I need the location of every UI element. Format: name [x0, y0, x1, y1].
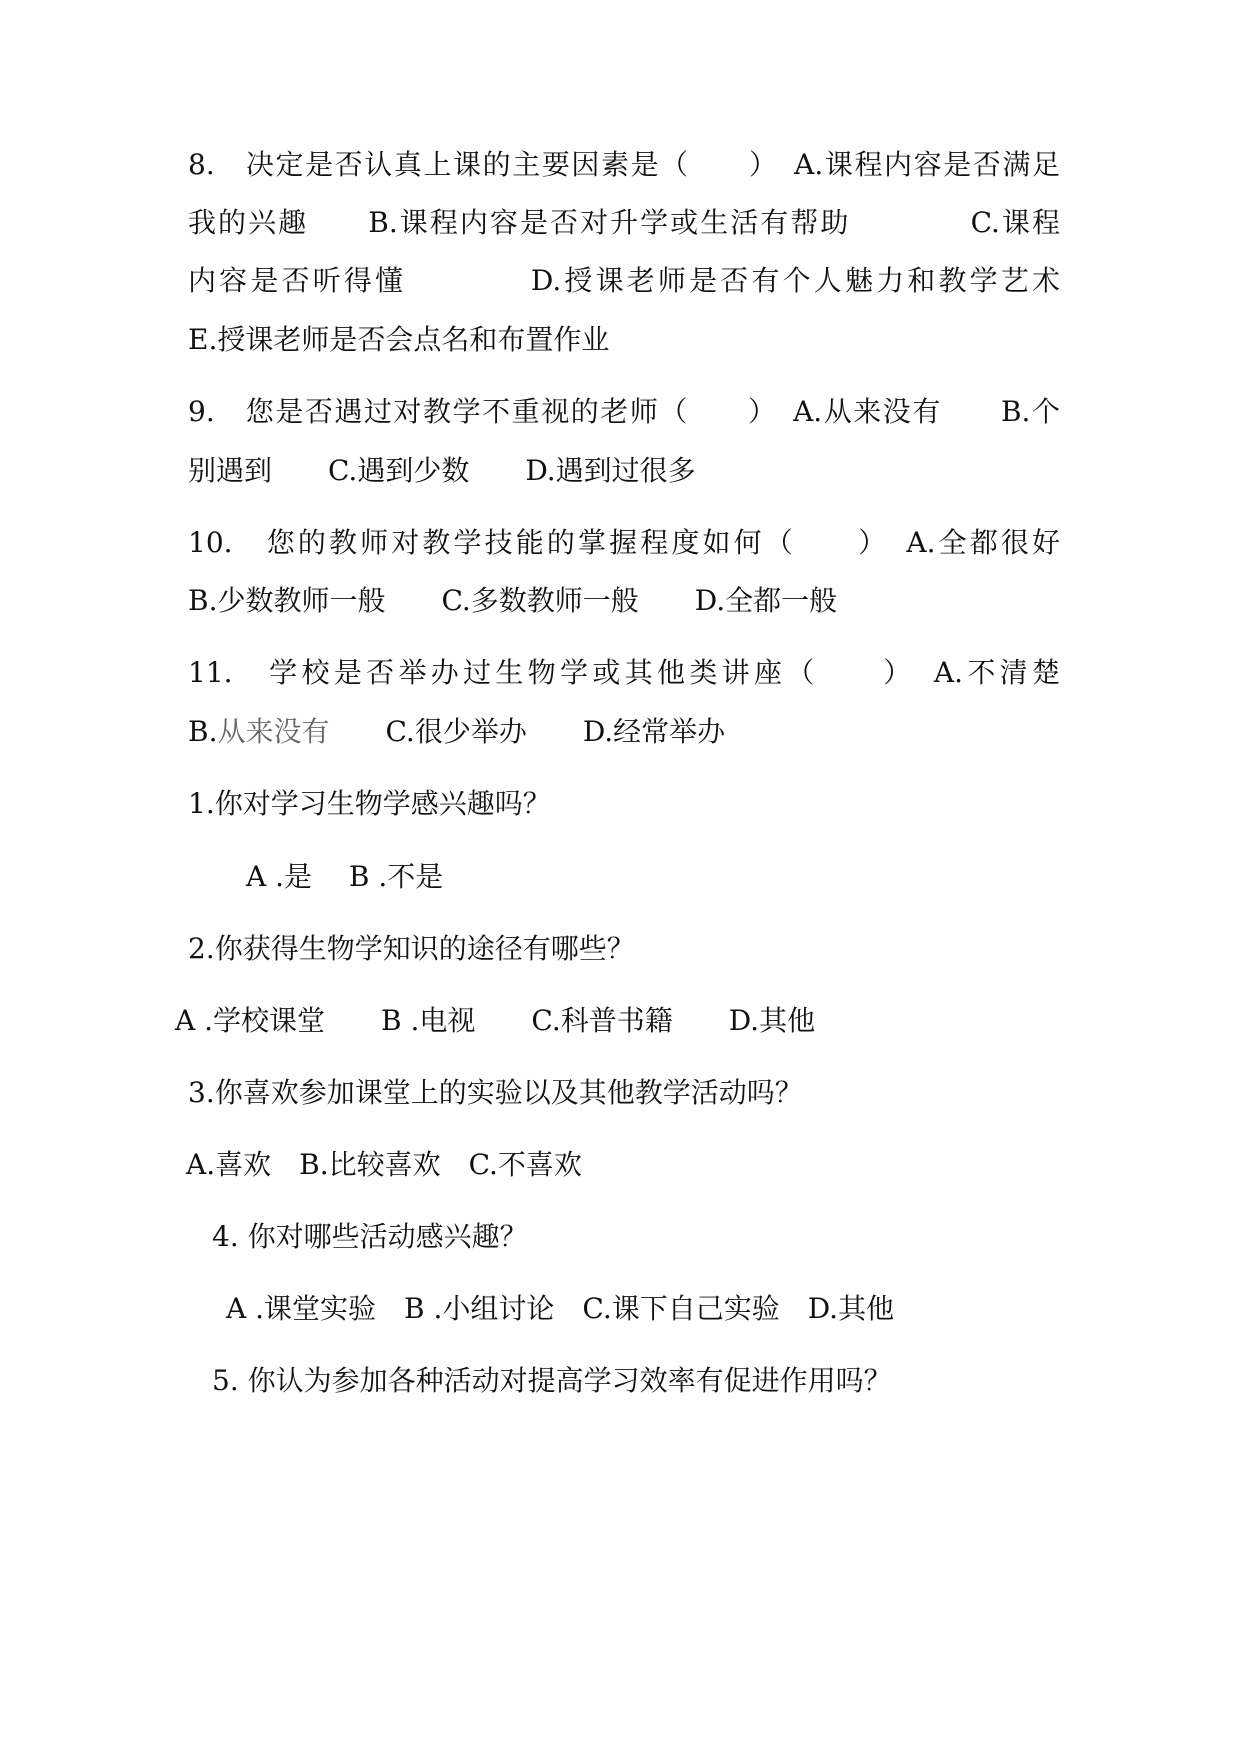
- q11-other-options: C.很少举办 D.经常举办: [329, 715, 726, 748]
- survey-q1-question: 1.你对学习生物学感兴趣吗？: [188, 787, 551, 820]
- q11-option-b-text: 从来没有: [217, 715, 330, 748]
- q8-line-4: E.授课老师是否会点名和布置作业: [188, 323, 610, 356]
- q8-line-1: 8. 决定是否认真上课的主要因素是（ ） A.课程内容是否满足: [188, 148, 1060, 181]
- q11-line-2: [188, 712, 725, 752]
- survey-q2-options: A .学校课堂 B .电视 C.科普书籍 D.其他: [175, 1004, 816, 1037]
- q11-line-1: 11. 学校是否举办过生物学或其他类讲座（ ） A.不清楚: [188, 656, 1060, 689]
- survey-q1-options: A .是 B .不是: [246, 860, 444, 893]
- q8-line-2: 我的兴趣 B.课程内容是否对升学或生活有帮助 C.课程: [188, 206, 1060, 239]
- survey-q4-question: 4. 你对哪些活动感兴趣？: [212, 1220, 528, 1253]
- q8-line-3: 内容是否听得懂 D.授课老师是否有个人魅力和教学艺术: [188, 264, 1060, 297]
- survey-q3-question: 3.你喜欢参加课堂上的实验以及其他教学活动吗？: [188, 1076, 803, 1109]
- q10-line-1: 10. 您的教师对教学技能的掌握程度如何（ ） A.全都很好: [188, 526, 1060, 559]
- q9-line-2: 别遇到 C.遇到少数 D.遇到过很多: [188, 454, 696, 487]
- q11-option-b-prefix: B.: [188, 715, 218, 748]
- survey-q3-options: A.喜欢 B.比较喜欢 C.不喜欢: [186, 1148, 582, 1181]
- q9-line-1: 9. 您是否遇过对教学不重视的老师（ ） A.从来没有 B.个: [188, 395, 1060, 428]
- survey-q4-options: A .课堂实验 B .小组讨论 C.课下自己实验 D.其他: [226, 1292, 895, 1325]
- survey-q2-question: 2.你获得生物学知识的途径有哪些？: [188, 932, 635, 965]
- q10-line-2: B.少数教师一般 C.多数教师一般 D.全都一般: [188, 584, 838, 617]
- survey-q5-question: 5. 你认为参加各种活动对提高学习效率有促进作用吗？: [212, 1364, 892, 1397]
